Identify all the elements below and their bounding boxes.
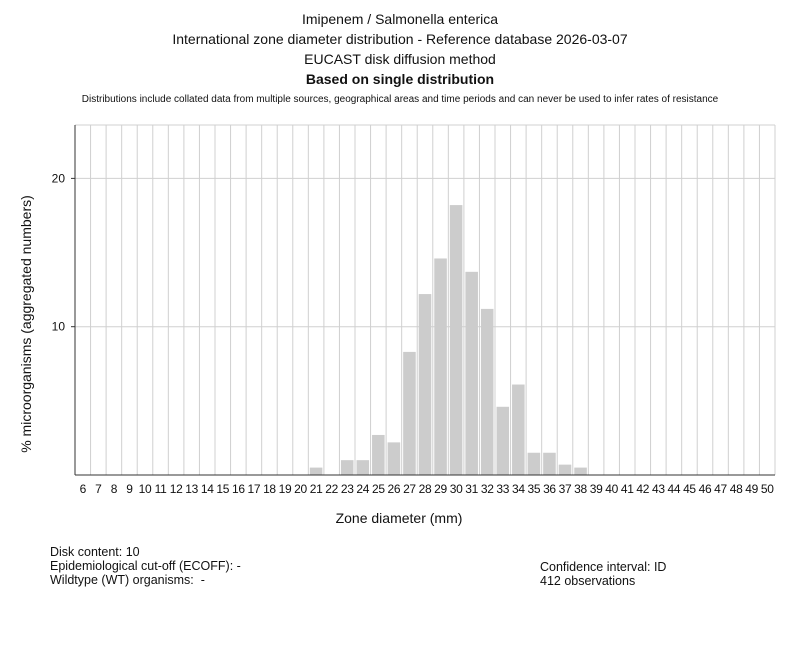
x-tick-label: 6 <box>79 482 86 496</box>
bar-24 <box>357 460 370 475</box>
ecoff-text: Epidemiological cut-off (ECOFF): - <box>50 559 241 573</box>
bar-33 <box>497 407 510 475</box>
x-tick-label: 8 <box>110 482 118 496</box>
x-tick-label: 7 <box>95 482 102 496</box>
x-tick-label: 22 <box>325 482 339 496</box>
bar-38 <box>574 468 587 475</box>
x-tick-label: 41 <box>620 482 634 496</box>
x-tick-label: 50 <box>760 482 774 496</box>
bar-35 <box>528 453 541 475</box>
y-tick-label: 10 <box>51 319 65 334</box>
x-tick-label: 27 <box>403 482 416 496</box>
x-tick-label: 20 <box>294 482 307 496</box>
x-tick-label: 11 <box>154 482 167 496</box>
x-tick-label: 44 <box>667 482 681 496</box>
bar-32 <box>481 309 494 475</box>
x-tick-label: 15 <box>216 482 230 496</box>
bar-21 <box>310 468 323 475</box>
disk-content-text: Disk content: 10 <box>50 545 140 559</box>
x-tick-label: 38 <box>574 482 587 496</box>
x-tick-label: 34 <box>511 482 525 496</box>
y-axis-label: % microorganisms (aggregated numbers) <box>18 195 34 453</box>
wildtype-text: Wildtype (WT) organisms: - <box>50 573 205 587</box>
x-tick-label: 31 <box>465 482 479 496</box>
bar-25 <box>372 435 385 475</box>
bar-28 <box>419 294 432 475</box>
x-tick-label: 17 <box>247 482 261 496</box>
chart-subtitle: International zone diameter distribution - Reference database 2026-03-07 <box>172 31 628 47</box>
distribution-basis-label: Based on single distribution <box>305 71 495 87</box>
x-tick-label: 40 <box>605 482 619 496</box>
bar-26 <box>388 442 401 475</box>
bar-31 <box>465 272 478 475</box>
x-tick-label: 36 <box>543 482 556 496</box>
disclaimer-note: Distributions include collated data from multiple sources, geographical areas and time periods and can never be used to infer rates of resistance <box>81 94 719 105</box>
chart-title: Imipenem / Salmonella enterica <box>301 11 499 27</box>
x-tick-label: 33 <box>496 482 510 496</box>
x-tick-label: 48 <box>729 482 743 496</box>
bar-29 <box>434 258 447 475</box>
x-tick-label: 28 <box>418 482 432 496</box>
x-tick-label: 49 <box>745 482 759 496</box>
x-tick-label: 24 <box>356 482 370 496</box>
x-axis-label: Zone diameter (mm) <box>335 510 463 526</box>
x-tick-label: 14 <box>200 482 214 496</box>
bar-37 <box>559 465 572 475</box>
x-tick-label: 10 <box>138 482 152 496</box>
x-tick-label: 23 <box>340 482 354 496</box>
y-tick-label: 20 <box>51 171 65 186</box>
bar-30 <box>450 205 463 475</box>
bar-36 <box>543 453 556 475</box>
x-tick-label: 29 <box>434 482 447 496</box>
x-tick-label: 18 <box>263 482 276 496</box>
x-tick-label: 26 <box>387 482 401 496</box>
x-tick-label: 30 <box>449 482 463 496</box>
bar-27 <box>403 352 416 475</box>
bar-34 <box>512 385 525 475</box>
x-tick-label: 9 <box>126 482 133 496</box>
x-tick-label: 47 <box>714 482 727 496</box>
method-label: EUCAST disk diffusion method <box>304 51 496 67</box>
x-tick-label: 16 <box>231 482 245 496</box>
confidence-interval-text: Confidence interval: ID <box>540 560 667 574</box>
observations-text: 412 observations <box>540 574 636 588</box>
x-tick-label: 12 <box>169 482 183 496</box>
x-tick-label: 43 <box>651 482 665 496</box>
x-tick-label: 19 <box>278 482 292 496</box>
x-tick-label: 45 <box>683 482 696 496</box>
bar-23 <box>341 460 354 475</box>
distribution-info-left <box>50 545 241 587</box>
distribution-info-right <box>540 560 666 588</box>
x-tick-label: 13 <box>185 482 199 496</box>
x-tick-label: 39 <box>589 482 603 496</box>
x-tick-label: 37 <box>558 482 572 496</box>
x-tick-label: 46 <box>698 482 712 496</box>
x-tick-label: 21 <box>309 482 323 496</box>
x-tick-label: 32 <box>480 482 494 496</box>
x-tick-label: 25 <box>371 482 385 496</box>
x-tick-label: 35 <box>527 482 541 496</box>
x-tick-label: 42 <box>636 482 650 496</box>
